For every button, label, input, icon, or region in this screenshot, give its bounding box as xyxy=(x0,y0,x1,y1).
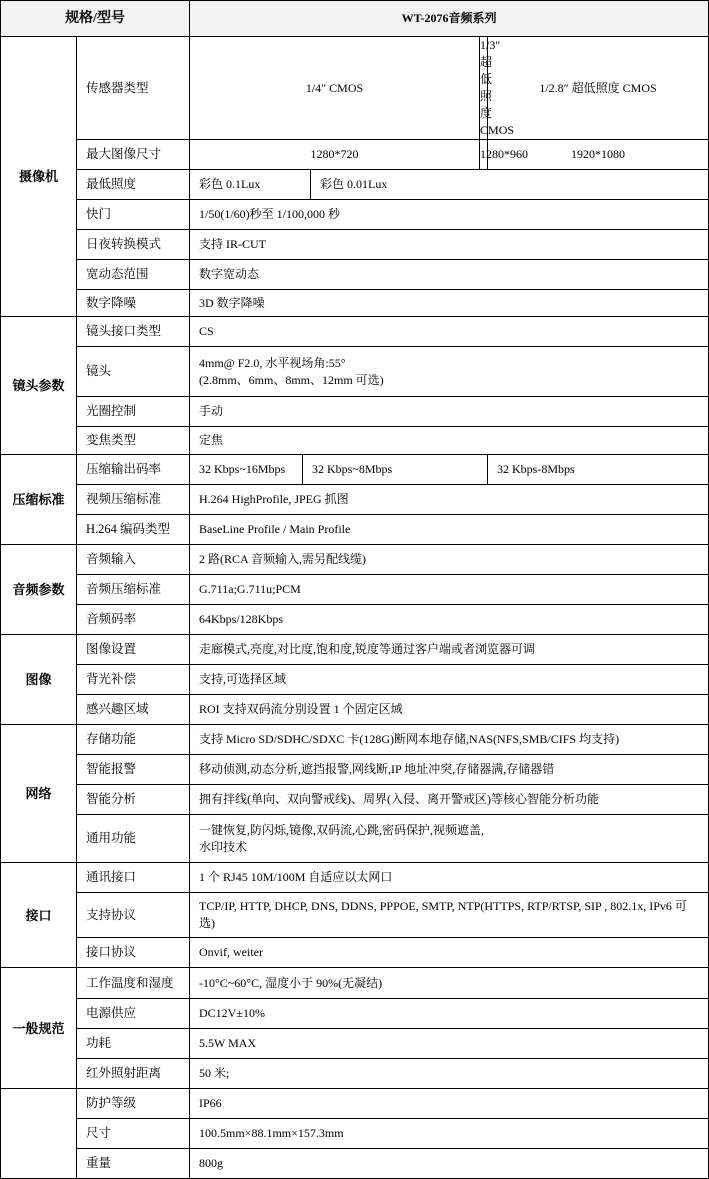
row-h264 xyxy=(1,515,709,545)
row-protocols xyxy=(1,893,709,938)
row-video-compression xyxy=(1,485,709,515)
row-power xyxy=(1,999,709,1029)
value-env: -10°C~60°C, 湿度小于 90%(无凝结) xyxy=(190,968,709,999)
row-size xyxy=(1,1119,709,1149)
value-audio-bitrate: 64Kbps/128Kbps xyxy=(190,605,709,635)
label-audio-bitrate: 音频码率 xyxy=(77,605,190,635)
value-lens xyxy=(190,347,709,397)
value-protocols xyxy=(190,893,709,938)
row-weight xyxy=(1,1149,709,1179)
value-protection: IP66 xyxy=(190,1089,709,1119)
category-camera: 摄像机 xyxy=(1,37,77,317)
label-iris: 光圈控制 xyxy=(77,397,190,427)
model-name: WT-2076音频系列 xyxy=(190,1,709,37)
value-storage: 支持 Micro SD/SDHC/SDXC 卡(128G)断网本地存储,NAS(NFS,SMB/CIFS 均支持) xyxy=(190,725,709,755)
label-alarm: 智能报警 xyxy=(77,755,190,785)
category-interface: 接口 xyxy=(1,863,77,968)
value-bitrate-3: 32 Kbps-8Mbps xyxy=(488,455,709,485)
label-h264: H.264 编码类型 xyxy=(77,515,190,545)
label-audio-compression: 音频压缩标准 xyxy=(77,575,190,605)
category-misc xyxy=(1,1089,77,1179)
value-power: DC12V±10% xyxy=(190,999,709,1029)
value-sensor-1: 1/4″ CMOS xyxy=(190,37,480,140)
label-mount: 镜头接口类型 xyxy=(77,317,190,347)
value-shutter: 1/50(1/60)秒至 1/100,000 秒 xyxy=(190,200,709,230)
label-max-image: 最大图像尺寸 xyxy=(77,140,190,170)
label-storage: 存储功能 xyxy=(77,725,190,755)
value-bitrate-1: 32 Kbps~16Mbps xyxy=(190,455,303,485)
value-day-night: 支持 IR-CUT xyxy=(190,230,709,260)
row-audio-bitrate xyxy=(1,605,709,635)
category-network: 网络 xyxy=(1,725,77,863)
row-storage xyxy=(1,725,709,755)
label-zoom: 变焦类型 xyxy=(77,427,190,455)
row-wdr xyxy=(1,260,709,290)
row-iris xyxy=(1,397,709,427)
value-general-func-line-2: 水印技术 xyxy=(199,839,248,854)
label-protocols: 支持协议 xyxy=(77,893,190,938)
label-env: 工作温度和湿度 xyxy=(77,968,190,999)
spec-title: 规格/型号 xyxy=(1,1,190,37)
value-audio-compression: G.711a;G.711u;PCM xyxy=(190,575,709,605)
value-comm: 1 个 RJ45 10M/100M 自适应以太网口 xyxy=(190,863,709,893)
value-max-image-2: 1280*960 xyxy=(480,140,488,170)
row-blc xyxy=(1,665,709,695)
value-min-illum-1: 彩色 0.1Lux xyxy=(190,170,311,200)
category-image: 图像 xyxy=(1,635,77,725)
label-general-func: 通用功能 xyxy=(77,815,190,863)
value-iface-protocol: Onvif, weiter xyxy=(190,938,709,968)
category-audio: 音频参数 xyxy=(1,545,77,635)
value-lens-line-2: (2.8mm、6mm、8mm、12mm 可选) xyxy=(199,372,384,387)
row-protection xyxy=(1,1089,709,1119)
value-size: 100.5mm×88.1mm×157.3mm xyxy=(190,1119,709,1149)
value-general-func xyxy=(190,815,709,863)
label-size: 尺寸 xyxy=(77,1119,190,1149)
value-protocols-line-2: 选) xyxy=(199,916,216,930)
label-min-illum: 最低照度 xyxy=(77,170,190,200)
row-ir xyxy=(1,1059,709,1089)
row-lens xyxy=(1,347,709,397)
value-bitrate-2: 32 Kbps~8Mbps xyxy=(303,455,488,485)
label-ir: 红外照射距离 xyxy=(77,1059,190,1089)
value-lens-line-1: 4mm@ F2.0, 水平视场角:55° xyxy=(199,355,346,370)
row-audio-compression xyxy=(1,575,709,605)
category-compression: 压缩标准 xyxy=(1,455,77,545)
value-weight: 800g xyxy=(190,1149,709,1179)
value-image-settings: 走廊模式,亮度,对比度,饱和度,锐度等通过客户端或者浏览器可调 xyxy=(190,635,709,665)
label-video-compression: 视频压缩标准 xyxy=(77,485,190,515)
label-shutter: 快门 xyxy=(77,200,190,230)
label-sensor: 传感器类型 xyxy=(77,37,190,140)
value-sensor-3: 1/2.8″ 超低照度 CMOS xyxy=(488,37,709,140)
value-ir: 50 米; xyxy=(190,1059,709,1089)
value-video-compression: H.264 HighProfile, JPEG 抓图 xyxy=(190,485,709,515)
row-bitrate xyxy=(1,455,709,485)
label-bitrate: 压缩输出码率 xyxy=(77,455,190,485)
row-image-settings xyxy=(1,635,709,665)
category-general: 一般规范 xyxy=(1,968,77,1089)
label-weight: 重量 xyxy=(77,1149,190,1179)
label-iface-protocol: 接口协议 xyxy=(77,938,190,968)
label-comm: 通讯接口 xyxy=(77,863,190,893)
row-consumption xyxy=(1,1029,709,1059)
row-alarm xyxy=(1,755,709,785)
label-blc: 背光补偿 xyxy=(77,665,190,695)
row-min-illum xyxy=(1,170,709,200)
value-zoom: 定焦 xyxy=(190,427,709,455)
value-wdr: 数字宽动态 xyxy=(190,260,709,290)
value-general-func-line-1: 一键恢复,防闪烁,镜像,双码流,心跳,密码保护,视频遮盖, xyxy=(199,822,485,837)
row-roi xyxy=(1,695,709,725)
value-max-image-3: 1920*1080 xyxy=(488,140,709,170)
label-roi: 感兴趣区域 xyxy=(77,695,190,725)
label-image-settings: 图像设置 xyxy=(77,635,190,665)
row-max-image xyxy=(1,140,709,170)
row-analysis xyxy=(1,785,709,815)
value-roi: ROI 支持双码流分别设置 1 个固定区域 xyxy=(190,695,709,725)
value-protocols-line-1: TCP/IP, HTTP, DHCP, DNS, DDNS, PPPOE, SMTP, NTP(HTTPS, RTP/RTSP, SIP , 802.1x, IPv6 可 xyxy=(199,899,687,913)
row-sensor xyxy=(1,37,709,140)
label-power: 电源供应 xyxy=(77,999,190,1029)
value-min-illum-2: 彩色 0.01Lux xyxy=(311,170,709,200)
value-analysis: 拥有拌线(单向、双向警戒线)、周界(入侵、离开警戒区)等核心智能分析功能 xyxy=(190,785,709,815)
label-lens: 镜头 xyxy=(77,347,190,397)
value-mount: CS xyxy=(190,317,709,347)
row-general-func xyxy=(1,815,709,863)
label-analysis: 智能分析 xyxy=(77,785,190,815)
label-dnr: 数字降噪 xyxy=(77,290,190,317)
row-comm xyxy=(1,863,709,893)
label-consumption: 功耗 xyxy=(77,1029,190,1059)
value-sensor-2: 1/3″ 超低照度 CMOS xyxy=(480,37,488,140)
row-mount xyxy=(1,317,709,347)
category-lens: 镜头参数 xyxy=(1,317,77,455)
value-consumption: 5.5W MAX xyxy=(190,1029,709,1059)
row-dnr xyxy=(1,290,709,317)
label-wdr: 宽动态范围 xyxy=(77,260,190,290)
value-blc: 支持,可选择区域 xyxy=(190,665,709,695)
row-env xyxy=(1,968,709,999)
value-audio-input: 2 路(RCA 音频输入,需另配线缆) xyxy=(190,545,709,575)
row-iface-protocol xyxy=(1,938,709,968)
row-shutter xyxy=(1,200,709,230)
value-alarm: 移动侦测,动态分析,遮挡报警,网线断,IP 地址冲突,存储器满,存储器错 xyxy=(190,755,709,785)
label-audio-input: 音频输入 xyxy=(77,545,190,575)
label-protection: 防护等级 xyxy=(77,1089,190,1119)
label-day-night: 日夜转换模式 xyxy=(77,230,190,260)
row-audio-input xyxy=(1,545,709,575)
row-zoom xyxy=(1,427,709,455)
header-row xyxy=(1,1,709,37)
value-dnr: 3D 数字降噪 xyxy=(190,290,709,317)
value-h264: BaseLine Profile / Main Profile xyxy=(190,515,709,545)
row-day-night xyxy=(1,230,709,260)
value-iris: 手动 xyxy=(190,397,709,427)
value-max-image-1: 1280*720 xyxy=(190,140,480,170)
